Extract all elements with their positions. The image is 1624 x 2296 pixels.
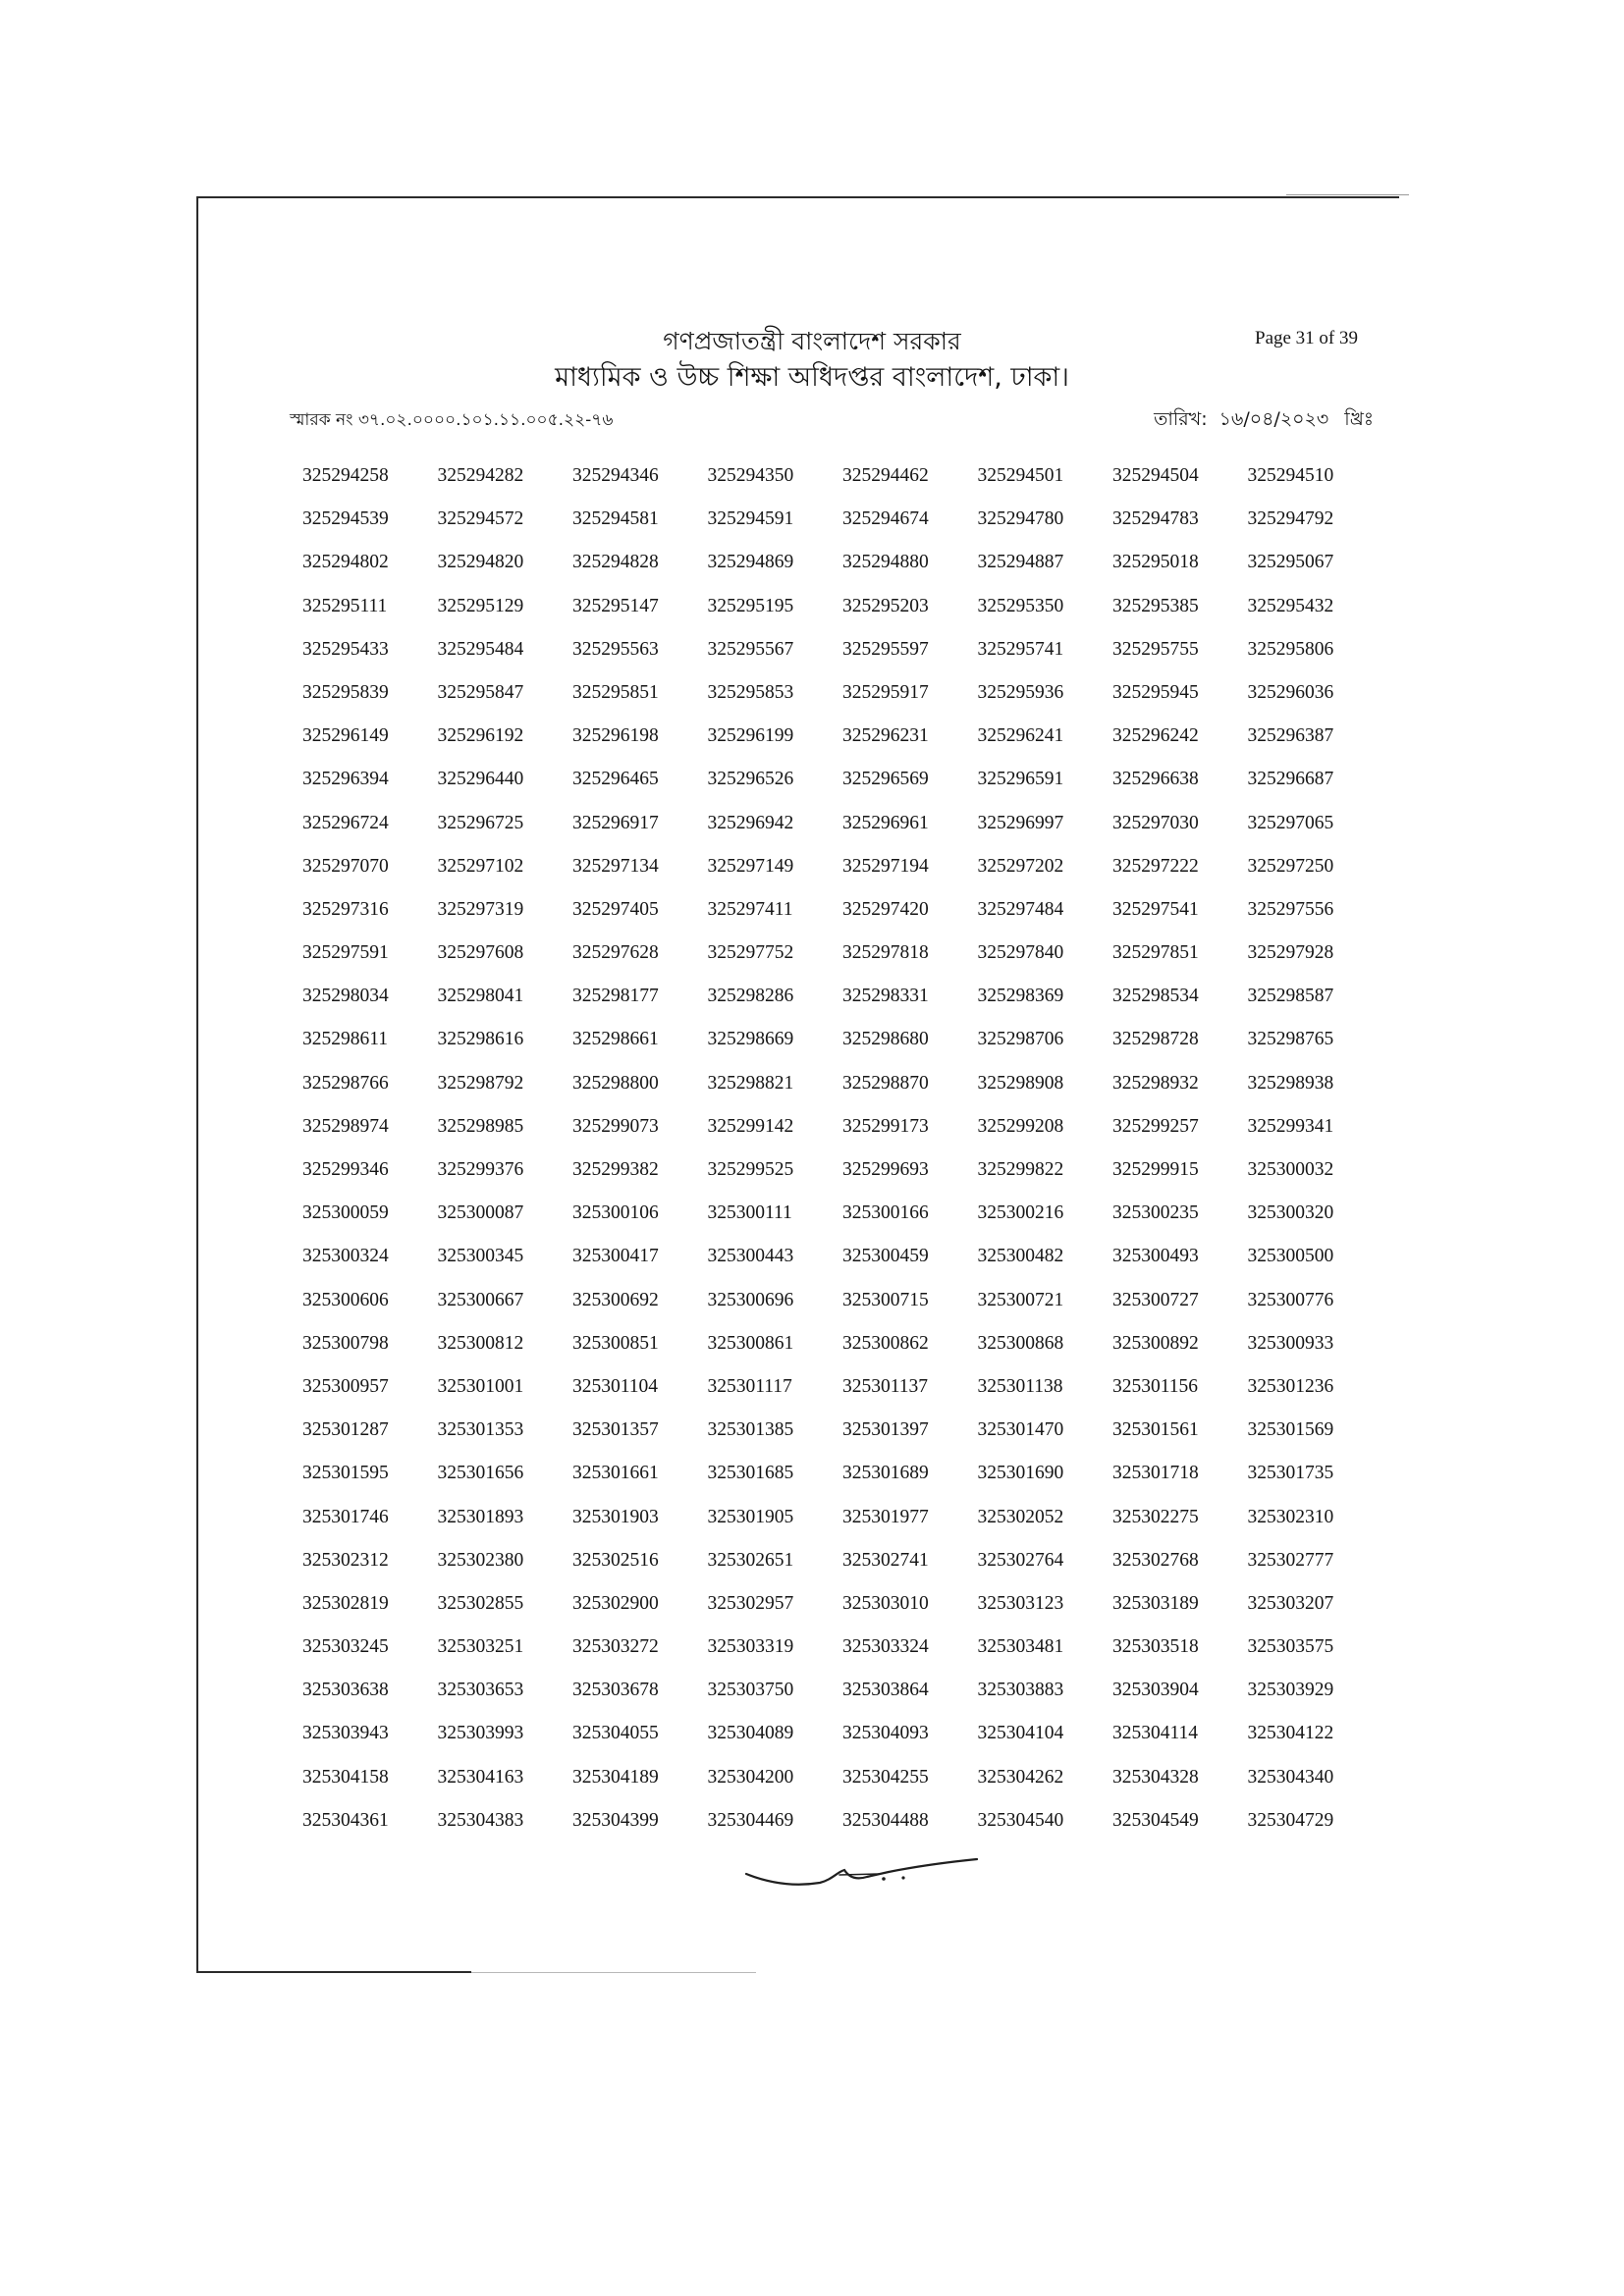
roll-number-cell: 325295018 bbox=[1112, 552, 1199, 573]
roll-number-cell: 325296591 bbox=[977, 769, 1064, 790]
roll-number-cell: 325303929 bbox=[1247, 1680, 1334, 1701]
page-number: Page 31 of 39 bbox=[1255, 328, 1359, 348]
roll-number-cell: 325301893 bbox=[437, 1506, 524, 1527]
roll-number-cell: 325297202 bbox=[977, 855, 1064, 877]
page-border-top bbox=[196, 196, 1399, 198]
roll-number-cell: 325303245 bbox=[302, 1636, 389, 1658]
roll-number-cell: 325300692 bbox=[572, 1289, 659, 1310]
roll-number-cell: 325295484 bbox=[437, 638, 524, 660]
roll-number-cell: 325301001 bbox=[437, 1375, 524, 1397]
roll-number-cell: 325296942 bbox=[707, 812, 794, 833]
roll-number-cell: 325299525 bbox=[707, 1159, 794, 1180]
roll-number-cell: 325298041 bbox=[437, 986, 524, 1007]
roll-number-cell: 325294802 bbox=[302, 552, 389, 573]
roll-number-cell: 325298766 bbox=[302, 1072, 389, 1094]
roll-number-cell: 325302855 bbox=[437, 1592, 524, 1614]
roll-number-cell: 325303481 bbox=[977, 1636, 1064, 1658]
roll-number-cell: 325300933 bbox=[1247, 1332, 1334, 1354]
roll-number-cell: 325300892 bbox=[1112, 1332, 1199, 1354]
roll-number-cell: 325298661 bbox=[572, 1029, 659, 1050]
roll-number-cell: 325300032 bbox=[1247, 1159, 1334, 1180]
roll-number-cell: 325294887 bbox=[977, 552, 1064, 573]
roll-number-cell: 325299142 bbox=[707, 1115, 794, 1137]
roll-number-cell: 325304469 bbox=[707, 1809, 794, 1831]
roll-number-cell: 325300106 bbox=[572, 1202, 659, 1224]
roll-number-cell: 325298800 bbox=[572, 1072, 659, 1094]
roll-number-cell: 325295806 bbox=[1247, 638, 1334, 660]
roll-number-cell: 325300776 bbox=[1247, 1289, 1334, 1310]
roll-number-cell: 325299208 bbox=[977, 1115, 1064, 1137]
roll-number-cell: 325294572 bbox=[437, 508, 524, 530]
date-line bbox=[1148, 405, 1374, 437]
roll-number-cell: 325298974 bbox=[302, 1115, 389, 1137]
roll-number-cell: 325295432 bbox=[1247, 595, 1334, 616]
roll-number-cell: 325298034 bbox=[302, 986, 389, 1007]
roll-number-cell: 325303943 bbox=[302, 1723, 389, 1744]
roll-number-cell: 325298669 bbox=[707, 1029, 794, 1050]
roll-number-cell: 325301905 bbox=[707, 1506, 794, 1527]
roll-number-cell: 325294880 bbox=[842, 552, 929, 573]
page-border-bottom bbox=[196, 1971, 471, 1973]
roll-number-cell: 325301470 bbox=[977, 1419, 1064, 1441]
roll-number-cell: 325294346 bbox=[572, 465, 659, 486]
roll-number-cell: 325301138 bbox=[977, 1375, 1063, 1397]
roll-number-cell: 325303678 bbox=[572, 1680, 659, 1701]
roll-number-cell: 325302651 bbox=[707, 1549, 794, 1571]
roll-number-cell: 325303883 bbox=[977, 1680, 1064, 1701]
roll-number-cell: 325298728 bbox=[1112, 1029, 1199, 1050]
roll-number-cell: 325298792 bbox=[437, 1072, 524, 1094]
roll-number-cell: 325300798 bbox=[302, 1332, 389, 1354]
roll-number-cell: 325302900 bbox=[572, 1592, 659, 1614]
roll-number-cell: 325303993 bbox=[437, 1723, 524, 1744]
roll-number-cell: 325298985 bbox=[437, 1115, 524, 1137]
roll-number-cell: 325304104 bbox=[977, 1723, 1064, 1744]
roll-number-cell: 325304549 bbox=[1112, 1809, 1199, 1831]
roll-number-cell: 325298177 bbox=[572, 986, 659, 1007]
roll-number-cell: 325300324 bbox=[302, 1246, 389, 1267]
roll-number-cell: 325299382 bbox=[572, 1159, 659, 1180]
roll-number-cell: 325298908 bbox=[977, 1072, 1064, 1094]
roll-number-cell: 325298870 bbox=[842, 1072, 929, 1094]
roll-number-cell: 325295936 bbox=[977, 681, 1064, 703]
roll-number-cell: 325297134 bbox=[572, 855, 659, 877]
roll-number-cell: 325297070 bbox=[302, 855, 389, 877]
roll-number-cell: 325304089 bbox=[707, 1723, 794, 1744]
roll-number-cell: 325301357 bbox=[572, 1419, 659, 1441]
roll-number-cell: 325298616 bbox=[437, 1029, 524, 1050]
roll-number-cell: 325296149 bbox=[302, 725, 389, 747]
roll-number-cell: 325303319 bbox=[707, 1636, 794, 1658]
roll-number-cell: 325300111 bbox=[707, 1202, 792, 1224]
roll-number-cell: 325297222 bbox=[1112, 855, 1199, 877]
roll-number-cell: 325299173 bbox=[842, 1115, 929, 1137]
roll-number-cell: 325298369 bbox=[977, 986, 1064, 1007]
roll-number-cell: 325297541 bbox=[1112, 898, 1199, 920]
roll-number-cell: 325297591 bbox=[302, 942, 389, 964]
roll-number-cell: 325299822 bbox=[977, 1159, 1064, 1180]
roll-number-cell: 325297065 bbox=[1247, 812, 1334, 833]
roll-number-cell: 325303010 bbox=[842, 1592, 929, 1614]
roll-number-cell: 325295147 bbox=[572, 595, 659, 616]
roll-number-cell: 325300715 bbox=[842, 1289, 929, 1310]
roll-number-cell: 325295597 bbox=[842, 638, 929, 660]
roll-number-cell: 325296440 bbox=[437, 769, 524, 790]
roll-number-cell: 325295129 bbox=[437, 595, 524, 616]
date-label: তারিখ: bbox=[1154, 408, 1208, 430]
roll-number-cell: 325301903 bbox=[572, 1506, 659, 1527]
roll-number-cell: 325300812 bbox=[437, 1332, 524, 1354]
roll-number-cell: 325303324 bbox=[842, 1636, 929, 1658]
roll-number-cell: 325295945 bbox=[1112, 681, 1199, 703]
roll-number-cell: 325296198 bbox=[572, 725, 659, 747]
roll-number-cell: 325298821 bbox=[707, 1072, 794, 1094]
roll-number-cell: 325295755 bbox=[1112, 638, 1199, 660]
roll-number-cell: 325294820 bbox=[437, 552, 524, 573]
roll-number-cell: 325299346 bbox=[302, 1159, 389, 1180]
roll-number-cell: 325300166 bbox=[842, 1202, 929, 1224]
roll-number-cell: 325302380 bbox=[437, 1549, 524, 1571]
roll-number-cell: 325300493 bbox=[1112, 1246, 1199, 1267]
roll-number-cell: 325303251 bbox=[437, 1636, 524, 1658]
roll-number-cell: 325303750 bbox=[707, 1680, 794, 1701]
roll-number-cell: 325296192 bbox=[437, 725, 524, 747]
roll-number-cell: 325300320 bbox=[1247, 1202, 1334, 1224]
roll-number-cell: 325300721 bbox=[977, 1289, 1064, 1310]
page-border-top-faint bbox=[1286, 194, 1409, 195]
roll-number-cell: 325297411 bbox=[707, 898, 793, 920]
roll-number-cell: 325297102 bbox=[437, 855, 524, 877]
page-border-left bbox=[196, 196, 198, 1973]
roll-number-cell: 325301569 bbox=[1247, 1419, 1334, 1441]
roll-number-cell: 325304189 bbox=[572, 1766, 659, 1788]
roll-number-cell: 325295433 bbox=[302, 638, 389, 660]
roll-number-cell: 325296961 bbox=[842, 812, 929, 833]
roll-number-cell: 325304055 bbox=[572, 1723, 659, 1744]
roll-number-cell: 325301690 bbox=[977, 1463, 1064, 1484]
roll-number-cell: 325304262 bbox=[977, 1766, 1064, 1788]
roll-number-cell: 325295385 bbox=[1112, 595, 1199, 616]
roll-number-cell: 325303638 bbox=[302, 1680, 389, 1701]
roll-number-cell: 325304200 bbox=[707, 1766, 794, 1788]
roll-number-cell: 325296199 bbox=[707, 725, 794, 747]
roll-number-cell: 325301595 bbox=[302, 1463, 389, 1484]
roll-number-cell: 325304399 bbox=[572, 1809, 659, 1831]
roll-number-cell: 325298932 bbox=[1112, 1072, 1199, 1094]
roll-number-cell: 325296242 bbox=[1112, 725, 1199, 747]
roll-number-cell: 325295195 bbox=[707, 595, 794, 616]
roll-number-cell: 325296917 bbox=[572, 812, 659, 833]
roll-number-cell: 325302741 bbox=[842, 1549, 929, 1571]
roll-number-cell: 325304361 bbox=[302, 1809, 389, 1831]
roll-number-cell: 325299915 bbox=[1112, 1159, 1199, 1180]
roll-number-cell: 325301746 bbox=[302, 1506, 389, 1527]
roll-number-cell: 325302764 bbox=[977, 1549, 1064, 1571]
roll-number-cell: 325300087 bbox=[437, 1202, 524, 1224]
roll-number-cell: 325300059 bbox=[302, 1202, 389, 1224]
roll-number-cell: 325304328 bbox=[1112, 1766, 1199, 1788]
roll-number-cell: 325297928 bbox=[1247, 942, 1334, 964]
roll-number-cell: 325301397 bbox=[842, 1419, 929, 1441]
roll-number-cell: 325297556 bbox=[1247, 898, 1334, 920]
roll-number-cell: 325294501 bbox=[977, 465, 1064, 486]
roll-number-cell: 325300727 bbox=[1112, 1289, 1199, 1310]
roll-number-cell: 325295847 bbox=[437, 681, 524, 703]
roll-number-cell: 325298587 bbox=[1247, 986, 1334, 1007]
roll-number-cell: 325296394 bbox=[302, 769, 389, 790]
roll-number-cell: 325297818 bbox=[842, 942, 929, 964]
roll-number-cell: 325300696 bbox=[707, 1289, 794, 1310]
roll-number-cell: 325298706 bbox=[977, 1029, 1064, 1050]
roll-number-cell: 325299257 bbox=[1112, 1115, 1199, 1137]
roll-number-cell: 325300235 bbox=[1112, 1202, 1199, 1224]
roll-number-cell: 325295563 bbox=[572, 638, 659, 660]
roll-number-cell: 325303518 bbox=[1112, 1636, 1199, 1658]
roll-number-cell: 325301104 bbox=[572, 1375, 659, 1397]
roll-number-cell: 325300216 bbox=[977, 1202, 1064, 1224]
roll-number-cell: 325301661 bbox=[572, 1463, 659, 1484]
roll-number-cell: 325301689 bbox=[842, 1463, 929, 1484]
government-title: গণপ্রজাতন্ত্রী বাংলাদেশ সরকার bbox=[663, 327, 961, 355]
roll-number-cell: 325301977 bbox=[842, 1506, 929, 1527]
roll-number-cell: 325296997 bbox=[977, 812, 1064, 833]
roll-number-cell: 325296526 bbox=[707, 769, 794, 790]
roll-number-cell: 325301735 bbox=[1247, 1463, 1334, 1484]
roll-number-cell: 325300345 bbox=[437, 1246, 524, 1267]
roll-number-cell: 325300500 bbox=[1247, 1246, 1334, 1267]
roll-number-cell: 325300606 bbox=[302, 1289, 389, 1310]
roll-number-cell: 325297851 bbox=[1112, 942, 1199, 964]
roll-number-cell: 325296638 bbox=[1112, 769, 1199, 790]
roll-number-cell: 325294282 bbox=[437, 465, 524, 486]
roll-number-cell: 325294581 bbox=[572, 508, 659, 530]
roll-number-cell: 325294539 bbox=[302, 508, 389, 530]
roll-number-cell: 325296725 bbox=[437, 812, 524, 833]
roll-number-cell: 325295851 bbox=[572, 681, 659, 703]
roll-number-cell: 325295111 bbox=[302, 595, 388, 616]
roll-number-cell: 325294783 bbox=[1112, 508, 1199, 530]
directorate-title: মাধ্যমিক ও উচ্চ শিক্ষা অধিদপ্তর বাংলাদেশ, ঢাকা। bbox=[555, 362, 1069, 393]
roll-number-cell: 325304122 bbox=[1247, 1723, 1334, 1744]
roll-number-cell: 325300482 bbox=[977, 1246, 1064, 1267]
roll-number-cell: 325302768 bbox=[1112, 1549, 1199, 1571]
roll-number-cell: 325302275 bbox=[1112, 1506, 1199, 1527]
roll-number-cell: 325294792 bbox=[1247, 508, 1334, 530]
signature-icon bbox=[741, 1850, 982, 1899]
roll-number-cell: 325296465 bbox=[572, 769, 659, 790]
roll-number-cell: 325304383 bbox=[437, 1809, 524, 1831]
roll-number-cell: 325300861 bbox=[707, 1332, 794, 1354]
roll-number-cell: 325300459 bbox=[842, 1246, 929, 1267]
roll-number-cell: 325302310 bbox=[1247, 1506, 1334, 1527]
roll-number-cell: 325300443 bbox=[707, 1246, 794, 1267]
roll-number-cell: 325294504 bbox=[1112, 465, 1199, 486]
roll-number-cell: 325295741 bbox=[977, 638, 1064, 660]
roll-number-cell: 325294510 bbox=[1247, 465, 1334, 486]
roll-number-cell: 325304488 bbox=[842, 1809, 929, 1831]
roll-number-cell: 325296036 bbox=[1247, 681, 1334, 703]
roll-number-cell: 325298765 bbox=[1247, 1029, 1334, 1050]
roll-number-cell: 325302777 bbox=[1247, 1549, 1334, 1571]
memo-number: ৩৭.০২.০০০০.১০১.১১.০০৫.২২-৭৬ bbox=[357, 410, 614, 430]
roll-number-cell: 325302516 bbox=[572, 1549, 659, 1571]
roll-number-cell: 325304114 bbox=[1112, 1723, 1199, 1744]
roll-number-cell: 325301236 bbox=[1247, 1375, 1334, 1397]
roll-number-cell: 325302312 bbox=[302, 1549, 389, 1571]
roll-number-cell: 325303272 bbox=[572, 1636, 659, 1658]
roll-number-cell: 325297405 bbox=[572, 898, 659, 920]
roll-number-cell: 325300868 bbox=[977, 1332, 1064, 1354]
roll-number-cell: 325298286 bbox=[707, 986, 794, 1007]
roll-number-cell: 325302957 bbox=[707, 1592, 794, 1614]
roll-number-cell: 325294258 bbox=[302, 465, 389, 486]
roll-number-cell: 325304158 bbox=[302, 1766, 389, 1788]
roll-number-cell: 325296241 bbox=[977, 725, 1064, 747]
roll-number-cell: 325304255 bbox=[842, 1766, 929, 1788]
roll-number-cell: 325299376 bbox=[437, 1159, 524, 1180]
roll-number-table bbox=[302, 465, 1382, 1853]
roll-number-cell: 325296687 bbox=[1247, 769, 1334, 790]
roll-number-cell: 325299341 bbox=[1247, 1115, 1334, 1137]
roll-number-cell: 325303653 bbox=[437, 1680, 524, 1701]
roll-number-cell: 325302052 bbox=[977, 1506, 1064, 1527]
roll-number-cell: 325295567 bbox=[707, 638, 794, 660]
roll-number-cell: 325301117 bbox=[707, 1375, 792, 1397]
roll-number-cell: 325300957 bbox=[302, 1375, 389, 1397]
roll-number-cell: 325294462 bbox=[842, 465, 929, 486]
roll-number-cell: 325301385 bbox=[707, 1419, 794, 1441]
roll-number-cell: 325296569 bbox=[842, 769, 929, 790]
roll-number-cell: 325297484 bbox=[977, 898, 1064, 920]
roll-number-cell: 325294780 bbox=[977, 508, 1064, 530]
roll-number-cell: 325295853 bbox=[707, 681, 794, 703]
roll-number-cell: 325301561 bbox=[1112, 1419, 1199, 1441]
roll-number-cell: 325297420 bbox=[842, 898, 929, 920]
roll-number-cell: 325303575 bbox=[1247, 1636, 1334, 1658]
roll-number-cell: 325297628 bbox=[572, 942, 659, 964]
roll-number-cell: 325297030 bbox=[1112, 812, 1199, 833]
roll-number-cell: 325298534 bbox=[1112, 986, 1199, 1007]
roll-number-cell: 325297752 bbox=[707, 942, 794, 964]
roll-number-cell: 325298611 bbox=[302, 1029, 389, 1050]
roll-number-cell: 325294350 bbox=[707, 465, 794, 486]
roll-number-cell: 325296387 bbox=[1247, 725, 1334, 747]
roll-number-cell: 325295067 bbox=[1247, 552, 1334, 573]
roll-number-cell: 325297194 bbox=[842, 855, 929, 877]
date-suffix: খ্রিঃ bbox=[1344, 408, 1374, 430]
roll-number-cell: 325304540 bbox=[977, 1809, 1064, 1831]
roll-number-cell: 325299693 bbox=[842, 1159, 929, 1180]
roll-number-cell: 325298680 bbox=[842, 1029, 929, 1050]
roll-number-cell: 325304729 bbox=[1247, 1809, 1334, 1831]
roll-number-cell: 325296724 bbox=[302, 812, 389, 833]
roll-number-cell: 325294869 bbox=[707, 552, 794, 573]
roll-number-cell: 325304163 bbox=[437, 1766, 524, 1788]
roll-number-cell: 325295203 bbox=[842, 595, 929, 616]
page-border-bottom-faint bbox=[471, 1972, 756, 1973]
roll-number-cell: 325303189 bbox=[1112, 1592, 1199, 1614]
memo-label: স্মারক নং bbox=[290, 410, 353, 430]
roll-number-cell: 325301718 bbox=[1112, 1463, 1199, 1484]
roll-number-cell: 325298331 bbox=[842, 986, 929, 1007]
roll-number-cell: 325300862 bbox=[842, 1332, 929, 1354]
date-value: ১৬/০৪/২০২৩ bbox=[1218, 408, 1329, 430]
roll-number-cell: 325297840 bbox=[977, 942, 1064, 964]
roll-number-cell: 325298938 bbox=[1247, 1072, 1334, 1094]
roll-number-cell: 325300667 bbox=[437, 1289, 524, 1310]
roll-number-cell: 325303207 bbox=[1247, 1592, 1334, 1614]
roll-number-cell: 325295839 bbox=[302, 681, 389, 703]
roll-number-cell: 325300417 bbox=[572, 1246, 659, 1267]
roll-number-cell: 325294591 bbox=[707, 508, 794, 530]
roll-number-cell: 325301353 bbox=[437, 1419, 524, 1441]
roll-number-cell: 325295350 bbox=[977, 595, 1064, 616]
memo-number-line bbox=[290, 407, 613, 435]
roll-number-cell: 325300851 bbox=[572, 1332, 659, 1354]
roll-number-cell: 325296231 bbox=[842, 725, 929, 747]
roll-number-cell: 325299073 bbox=[572, 1115, 659, 1137]
roll-number-cell: 325304093 bbox=[842, 1723, 929, 1744]
roll-number-cell: 325304340 bbox=[1247, 1766, 1334, 1788]
roll-number-cell: 325301656 bbox=[437, 1463, 524, 1484]
roll-number-cell: 325294674 bbox=[842, 508, 929, 530]
roll-number-cell: 325297149 bbox=[707, 855, 794, 877]
roll-number-cell: 325301287 bbox=[302, 1419, 389, 1441]
roll-number-cell: 325303904 bbox=[1112, 1680, 1199, 1701]
roll-number-cell: 325295917 bbox=[842, 681, 929, 703]
roll-number-cell: 325303864 bbox=[842, 1680, 929, 1701]
roll-number-cell: 325301137 bbox=[842, 1375, 929, 1397]
roll-number-cell: 325301685 bbox=[707, 1463, 794, 1484]
roll-number-cell: 325297250 bbox=[1247, 855, 1334, 877]
roll-number-cell: 325297316 bbox=[302, 898, 389, 920]
roll-number-cell: 325297319 bbox=[437, 898, 524, 920]
roll-number-cell: 325294828 bbox=[572, 552, 659, 573]
roll-number-cell: 325297608 bbox=[437, 942, 524, 964]
roll-number-cell: 325301156 bbox=[1112, 1375, 1199, 1397]
roll-number-cell: 325303123 bbox=[977, 1592, 1064, 1614]
roll-number-cell: 325302819 bbox=[302, 1592, 389, 1614]
